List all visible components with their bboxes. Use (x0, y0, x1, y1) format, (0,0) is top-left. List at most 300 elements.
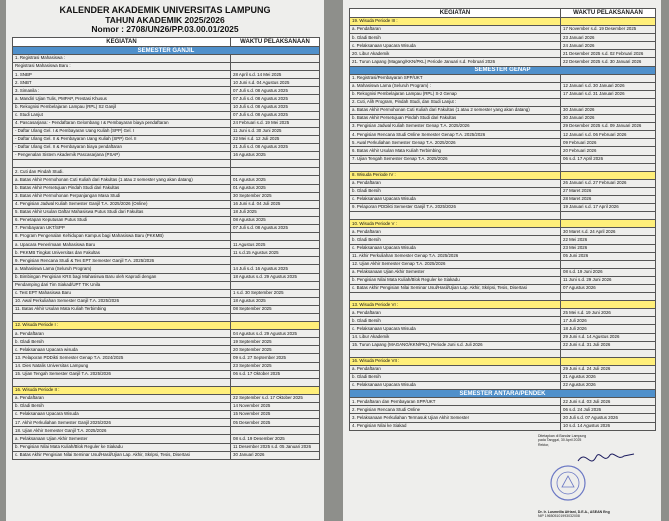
activity-cell: 18. Ujian Akhir Semester Ganjil T.A. 2025/2026 (13, 427, 231, 435)
activity-cell: 4. Pengisian Jadwal Kuliah Semester Ganjil T.A. 2025/2026 (Online) (13, 200, 231, 208)
activity-cell: - Pengenalan Sistem Akademik Pascasarjana (PSAP) (13, 152, 231, 160)
activity-cell: c. Pelaksanaan Upacara Wisuda (350, 382, 561, 390)
calendar-page-left (6, 0, 324, 521)
activity-cell: 17. Akhir Perkuliahan Semester Ganjil 2025/2026 (13, 419, 231, 427)
wisuda-period-row (13, 386, 320, 394)
schedule-cell (561, 18, 656, 26)
schedule-cell: 21 Desember 2025 s.d. 02 Februari 2026 (561, 50, 656, 58)
activity-cell: 4. Pascasarjana: - Pendaftaran Gelombang I & Pembayaran biaya pendaftaran (13, 119, 231, 127)
table-row (350, 187, 656, 195)
table-row (13, 305, 320, 313)
activity-cell (350, 163, 561, 171)
table-row (13, 257, 320, 265)
activity-cell: 21. Turun Lapang (Magang/KKN/PKL) Periode Januari s.d. Februari 2026 (350, 58, 561, 66)
signature-role: Rektor, (538, 442, 550, 447)
schedule-cell: 08 Agustus 2025 (231, 216, 320, 224)
table-row (13, 354, 320, 362)
activity-cell: c. Batas Akhir Pengisian Nilai Seminar Usul/Hasil/Ujian Lap. Akhir, Skripsi, Tesis, Disertasi (350, 285, 561, 293)
activity-cell: a. Pendaftaran (13, 330, 231, 338)
schedule-cell: 29 Juni s.d. 24 Juli 2026 (561, 365, 656, 373)
column-header-activity: KEGIATAN (13, 38, 231, 47)
activity-cell (13, 378, 231, 386)
activity-cell: a. Pendaftaran (350, 228, 561, 236)
schedule-cell (561, 212, 656, 220)
table-row (350, 422, 656, 430)
activity-cell: - Daftar Ulang Gel. II & Pembayaran Uang Kuliah (SPP) Gel. II (13, 135, 231, 143)
schedule-cell: 22 Mei s.d. 12 Juli 2025 (231, 135, 320, 143)
table-row (350, 195, 656, 203)
table-row (350, 276, 656, 284)
schedule-cell (561, 220, 656, 228)
schedule-cell: 19 Januari s.d. 17 April 2026 (561, 204, 656, 212)
table-row (13, 451, 320, 459)
schedule-cell: 11 Agustus 2025 (231, 241, 320, 249)
section-header-row (13, 47, 320, 55)
schedule-cell: 15 November 2025 (231, 411, 320, 419)
activity-cell: 7. Pembayaran UKT/SPP (13, 224, 231, 232)
table-row (13, 289, 320, 297)
document-number: Nomor : 2708/UN26/PP.03.00.01/2025 (91, 24, 239, 34)
table-row (350, 285, 656, 293)
signatory-nip: NIP 196505101993032008 (538, 514, 580, 519)
activity-cell: 11. Akhir Perkuliahan Semester Genap T.A. 2025/2026 (350, 252, 561, 260)
section-header-row (350, 66, 656, 74)
activity-cell: c. Batas Akhir Pengisian Nilai Seminar Usul/Hasil/Ujian Lap. Akhir, Skripsi, Tesis, Disertasi (13, 451, 231, 459)
schedule-cell: 18 Agustus 2025 (231, 297, 320, 305)
calendar-page-right (343, 0, 661, 521)
activity-cell: b. Gladi Bersih (13, 338, 231, 346)
activity-cell: - Daftar Ulang Gel. I & Pembayaran Uang Kuliah (SPP) Gel. I (13, 127, 231, 135)
table-row (350, 398, 656, 406)
schedule-cell: 26 Januari s.d. 27 Februari 2026 (561, 179, 656, 187)
activity-cell: 10. Wisuda Periode V : (350, 220, 561, 228)
activity-cell: a. Pelaksanaan Ujian Akhir Semester (13, 435, 231, 443)
table-row (350, 260, 656, 268)
wisuda-period-row (350, 171, 656, 179)
schedule-cell (231, 55, 320, 63)
schedule-cell (231, 160, 320, 168)
activity-cell: a. Mandiri Ujian Tulis, PMPAP, Prestasi Khusus (13, 95, 231, 103)
activity-cell: c. Pelaksanaan Upacara Wisuda (350, 244, 561, 252)
schedule-cell: 16 Juni s.d. 04 Juli 2025 (231, 200, 320, 208)
schedule-cell (561, 293, 656, 301)
activity-cell: c. Pelaksanaan Upacara Wisuda (13, 411, 231, 419)
schedule-cell: 14 November 2025 (231, 403, 320, 411)
schedule-cell: 20 Februari 2026 (561, 147, 656, 155)
table-row (350, 252, 656, 260)
table-row (13, 111, 320, 119)
schedule-cell: 28 Maret 2026 (561, 195, 656, 203)
schedule-cell: 06 s.d. 24 Juli 2026 (561, 406, 656, 414)
schedule-cell: 01 Agustus 2025 (231, 184, 320, 192)
activity-cell: a. Batas Akhir Permohonan Cuti Kuliah dari Fakultas (1 atau 2 semester yang akan datang) (350, 106, 561, 114)
table-row (350, 106, 656, 114)
activity-cell: a. Pendaftaran (350, 26, 561, 34)
signature-date: pada Tanggal, 30 April 2025 (538, 438, 582, 443)
schedule-cell: 22 Mei 2026 (561, 236, 656, 244)
schedule-cell: 20 September 2025 (231, 346, 320, 354)
table-row (350, 34, 656, 42)
table-row (13, 265, 320, 273)
activity-cell: a. Pendaftaran (350, 179, 561, 187)
table-row (350, 212, 656, 220)
activity-cell: a. Mahasiswa Lama (Seluruh Program) (13, 265, 231, 273)
activity-cell: 5. Awal Perkuliahan Semester Genap T.A. 2025/2026 (350, 139, 561, 147)
table-row (13, 119, 320, 127)
wisuda-period-row (350, 18, 656, 26)
schedule-cell: 04 Agustus s.d. 29 Agustus 2025 (231, 330, 320, 338)
document-header (6, 6, 324, 35)
schedule-cell: 12 Januari s.d. 06 Februari 2026 (561, 131, 656, 139)
table-row (350, 244, 656, 252)
activity-cell: a. Pendaftaran (13, 394, 231, 402)
calendar-table-left (12, 37, 320, 460)
table-row (350, 139, 656, 147)
table-row (13, 200, 320, 208)
schedule-cell (231, 314, 320, 322)
activity-cell: 13. Wisuda Periode VI : (350, 301, 561, 309)
table-row (350, 317, 656, 325)
activity-cell: a. Batas Akhir Permohonan Cuti Kuliah dari Fakultas (1 atau 2 semester yang akan datang) (13, 176, 231, 184)
table-row (13, 378, 320, 386)
schedule-cell (561, 98, 656, 106)
table-row (350, 163, 656, 171)
activity-cell: 14. Libur Akademik (350, 333, 561, 341)
activity-cell (350, 349, 561, 357)
activity-cell: a. Mahasiswa Lama (Seluruh Program) : (350, 82, 561, 90)
activity-cell: 1. Registrasi/Pembayaran SPP/UKT (350, 74, 561, 82)
activity-cell: Pendamping dari Tim Siakad/UPT TIK Unila (13, 281, 231, 289)
schedule-cell: 11 Juni s.d. 29 Juni 2026 (561, 276, 656, 284)
table-row (13, 403, 320, 411)
activity-cell: b. Bimbingan Pengisian KRS bagi Mahasiswa Baru oleh Kaprodi dengan (13, 273, 231, 281)
schedule-cell (231, 281, 320, 289)
activity-cell: 6. Penetapan Keputusan Putus Studi (13, 216, 231, 224)
schedule-cell (231, 322, 320, 330)
table-row (13, 103, 320, 111)
table-row (13, 224, 320, 232)
activity-cell: 1. Registrasi Mahasiswa : (13, 55, 231, 63)
table-row (350, 42, 656, 50)
schedule-cell: 30 Januari 2026 (561, 106, 656, 114)
schedule-cell: 10 Juli s.d. 08 Agustus 2025 (231, 103, 320, 111)
table-row (13, 241, 320, 249)
schedule-cell: 12 Januari s.d. 30 Januari 2026 (561, 82, 656, 90)
table-row (350, 90, 656, 98)
schedule-cell (561, 171, 656, 179)
schedule-cell (231, 427, 320, 435)
table-row (13, 370, 320, 378)
schedule-cell: 22 Desember 2025 s.d. 30 Januari 2026 (561, 58, 656, 66)
activity-cell: 9. Pengisian Rencana Studi & Tes EPT Semester Ganjil T.A. 2025/2026 (13, 257, 231, 265)
schedule-cell: 09 s.d. 27 September 2025 (231, 354, 320, 362)
table-row (13, 127, 320, 135)
activity-cell (350, 212, 561, 220)
table-row (13, 152, 320, 160)
schedule-cell: 17 Juli 2026 (561, 317, 656, 325)
schedule-cell (231, 168, 320, 176)
table-row (13, 95, 320, 103)
schedule-cell: 30 Januari 2026 (561, 115, 656, 123)
schedule-cell: 07 Juli s.d. 08 Agustus 2025 (231, 111, 320, 119)
wisuda-period-row (13, 322, 320, 330)
table-row (13, 168, 320, 176)
table-row (350, 406, 656, 414)
schedule-cell: 23 Januari 2026 (561, 34, 656, 42)
schedule-cell (231, 233, 320, 241)
table-row (13, 394, 320, 402)
table-row (13, 330, 320, 338)
schedule-cell: 18 Juli 2026 (561, 325, 656, 333)
table-row (13, 144, 320, 152)
table-row (350, 82, 656, 90)
activity-cell: b. Gladi Bersih (350, 236, 561, 244)
activity-cell: 2. Cuti, Alih Program, Pindah Studi, dan Studi Lanjut : (350, 98, 561, 106)
schedule-cell (561, 357, 656, 365)
table-row (13, 411, 320, 419)
schedule-cell: 16 Agustus 2025 (231, 152, 320, 160)
activity-cell: b. Batas Akhir Persetujuan Pindah Studi dari Fakultas (13, 184, 231, 192)
schedule-cell: 21 Juli s.d. 08 Agustus 2025 (231, 144, 320, 152)
table-row (13, 63, 320, 71)
activity-cell: 12. Wisuda Periode I : (13, 322, 231, 330)
wisuda-period-row (350, 220, 656, 228)
schedule-cell: 18 Agustus s.d. 29 Agustus 2025 (231, 273, 320, 281)
schedule-cell (231, 378, 320, 386)
schedule-cell: 22 Agustus 2026 (561, 382, 656, 390)
table-row (350, 58, 656, 66)
activity-cell: 4. Pengisian Nilai ke Siakad (350, 422, 561, 430)
schedule-cell: 25 Mei s.d. 19 Juni 2026 (561, 309, 656, 317)
table-row (13, 249, 320, 257)
stamp-and-signature (538, 447, 658, 505)
table-row (13, 71, 320, 79)
activity-cell: c. Test EPT Mahasiswa Baru (13, 289, 231, 297)
schedule-cell: 11 s.d.15 Agustus 2025 (231, 249, 320, 257)
wisuda-period-row (350, 301, 656, 309)
schedule-cell: 24 Januari 2026 (561, 42, 656, 50)
table-row (350, 74, 656, 82)
table-row (13, 87, 320, 95)
schedule-cell: 09 Februari 2026 (561, 139, 656, 147)
activity-cell: 16. Wisuda Periode VII : (350, 357, 561, 365)
schedule-cell: 01 Agustus 2025 (231, 176, 320, 184)
schedule-cell (231, 386, 320, 394)
activity-cell: 6. Batas Akhir Usulan Mata Kuliah Terbimbing (350, 147, 561, 155)
activity-cell: b. Gladi Bersih (350, 317, 561, 325)
activity-cell: 5. Batas Akhir Usulan Daftar Mahasiswa Putus Studi dari Fakultas (13, 208, 231, 216)
table-row (13, 443, 320, 451)
activity-cell: a. Pelaksanaan Ujian Akhir Semester (350, 268, 561, 276)
schedule-cell: 08 s.d. 19 Juni 2026 (561, 268, 656, 276)
activity-cell: c. Pelaksanaan Upacara Wisuda (350, 195, 561, 203)
activity-cell: 3. Pengisian Jadwal Kuliah Semester Genap T.A. 2025/2026 (350, 123, 561, 131)
activity-cell: c. Pelaksanaan Upacara wisuda (13, 346, 231, 354)
table-row (13, 233, 320, 241)
activity-cell: 3. Batas Akhir Permohonan Perpanjangan Masa Studi (13, 192, 231, 200)
schedule-cell (561, 163, 656, 171)
schedule-cell: 22 Juni s.d. 03 Juli 2026 (561, 398, 656, 406)
schedule-cell: 22 September s.d. 17 Oktober 2025 (231, 394, 320, 402)
table-row (350, 115, 656, 123)
activity-cell: 1. Pendaftaran dan Pembayaran SPP/UKT (350, 398, 561, 406)
activity-cell: 10. Awal Perkuliahan Semester Ganjil T.A. 2025/2026 (13, 297, 231, 305)
table-row (350, 382, 656, 390)
activity-cell: 4. Pengisian Rencana Studi Online Semester Genap T.A. 2025/2026 (350, 131, 561, 139)
table-row (350, 98, 656, 106)
schedule-cell: 1 s.d. 30 September 2025 (231, 289, 320, 297)
activity-cell: 20. Libur Akademik (350, 50, 561, 58)
table-row (13, 281, 320, 289)
table-row (350, 228, 656, 236)
activity-cell: - Daftar Ulang Gel. II & Pembayaran biaya pendaftaran (13, 144, 231, 152)
table-row (350, 236, 656, 244)
activity-cell: 16. Wisuda Periode II : (13, 386, 231, 394)
table-row (350, 123, 656, 131)
schedule-cell: 11 Desember 2025 s.d. 05 Januari 2026 (231, 443, 320, 451)
activity-cell: b. Pengisian Nilai Mata Kuliah/Blok Reguler ke Siakadu (350, 276, 561, 284)
activity-cell: b. Rekognisi Pembelajaran Lampau (RPL) S2 Ganjil (13, 103, 231, 111)
schedule-cell: 17 November s.d. 19 Desember 2025 (561, 26, 656, 34)
activity-cell: 15. Turun Lapang (MAGANG/KKN/PKL) Periode Juni s.d. Juli 2026 (350, 341, 561, 349)
table-row (350, 349, 656, 357)
activity-cell: 2. SNBT (13, 79, 231, 87)
column-header-time: WAKTU PELAKSANAAN (561, 9, 656, 18)
table-row (350, 268, 656, 276)
schedule-cell: 21 Agustus 2026 (561, 374, 656, 382)
schedule-cell: 19 September 2025 (231, 338, 320, 346)
activity-cell: b. Gladi Bersih (350, 374, 561, 382)
section-title: SEMESTER GENAP (350, 66, 656, 74)
schedule-cell: 06 s.d. 17 Oktober 2025 (231, 370, 320, 378)
schedule-cell: 07 Juli s.d. 08 Agustus 2025 (231, 224, 320, 232)
table-row (350, 147, 656, 155)
activity-cell: 3. Pelaksanaan Perkuliahan Termasuk Ujian Akhir Semester (350, 414, 561, 422)
schedule-cell: 30 Januari 2026 (231, 451, 320, 459)
schedule-cell: 23 September 2025 (231, 362, 320, 370)
schedule-cell: 07 Agustus 2026 (561, 285, 656, 293)
activity-cell: b. Gladi Bersih (13, 403, 231, 411)
schedule-cell: 14 Juli s.d. 16 Agustus 2025 (231, 265, 320, 273)
schedule-cell (561, 74, 656, 82)
activity-cell: c. Pelaksanaan Upacara Wisuda (350, 325, 561, 333)
table-row (350, 333, 656, 341)
table-row (350, 155, 656, 163)
activity-cell: 15. Ujian Tengah Semester Ganjil T.A. 2025/2026 (13, 370, 231, 378)
table-row (350, 26, 656, 34)
document-title: KALENDER AKADEMIK UNIVERSITAS LAMPUNG (59, 5, 271, 15)
schedule-cell (561, 349, 656, 357)
column-header-time: WAKTU PELAKSANAAN (231, 38, 320, 47)
activity-cell: 7. Ujian Tengah Semester Genap T.A. 2025/2026 (350, 155, 561, 163)
table-row (13, 362, 320, 370)
activity-cell: b. Pengisian Nilai Mata Kuliah/Blok Reguler ke Siakadu (13, 443, 231, 451)
table-row (350, 414, 656, 422)
activity-cell: 9. Pelaporan PDDikti Semester Ganjil T.A. 2025/2026 (350, 204, 561, 212)
table-row (13, 176, 320, 184)
activity-cell: b. PKKMB Tingkat Universitas dan Fakultas (13, 249, 231, 257)
schedule-cell: 10 Juni s.d. 04 Agustus 2025 (231, 79, 320, 87)
table-row (350, 309, 656, 317)
table-row (350, 204, 656, 212)
schedule-cell: 30 September 2025 (231, 192, 320, 200)
table-row (13, 273, 320, 281)
schedule-cell: 06 s.d. 17 April 2026 (561, 155, 656, 163)
activity-cell (13, 314, 231, 322)
table-row (13, 297, 320, 305)
handwritten-signature (578, 454, 634, 461)
table-row (350, 179, 656, 187)
table-row (13, 160, 320, 168)
schedule-cell (231, 63, 320, 71)
activity-cell: 8. Program Pengenalan Kehidupan Kampus bagi Mahasiswa Baru (PKKMB) (13, 233, 231, 241)
activity-cell: a. Pendaftaran (350, 365, 561, 373)
activity-cell: 13. Pelaporan PDDikti Semester Genap T.A. 2024/2025 (13, 354, 231, 362)
activity-cell: b. Batas Akhir Persetujuan Pindah Studi dari Fakultas (350, 115, 561, 123)
schedule-cell: 24 Februari s.d. 19 Mei 2025 (231, 119, 320, 127)
activity-cell: 14. Dies Natalis Universitas Lampung (13, 362, 231, 370)
schedule-cell: 17 Januari s.d. 31 Januari 2026 (561, 90, 656, 98)
table-row (13, 427, 320, 435)
table-header-row (13, 38, 320, 47)
table-row (13, 314, 320, 322)
activity-cell: b. Gladi Bersih (350, 187, 561, 195)
table-row (350, 50, 656, 58)
schedule-cell: 05 Desember 2025 (231, 419, 320, 427)
table-row (13, 435, 320, 443)
table-row (13, 135, 320, 143)
schedule-cell: 08 September 2025 (231, 305, 320, 313)
table-row (13, 216, 320, 224)
schedule-cell (231, 257, 320, 265)
schedule-cell: 18 Juli 2025 (231, 208, 320, 216)
activity-cell: 1. SNBP (13, 71, 231, 79)
calendar-table-right (349, 8, 656, 431)
schedule-cell: 29 Juni s.d. 14 Agustus 2026 (561, 333, 656, 341)
schedule-cell: 23 Mei 2026 (561, 244, 656, 252)
activity-cell: 2. Cuti dan Pindah Studi. (13, 168, 231, 176)
activity-cell: c. Pelaksanaan Upacara Wisuda (350, 42, 561, 50)
table-row (350, 131, 656, 139)
activity-cell: a. Pendaftaran (350, 309, 561, 317)
activity-cell: 8. Wisuda Periode IV : (350, 171, 561, 179)
table-row (13, 192, 320, 200)
activity-cell: 2. Pengisian Rencana Studi Online (350, 406, 561, 414)
activity-cell: b. Gladi Bersih (350, 34, 561, 42)
activity-cell: 11. Batas Akhir Usulan Mata Kuliah Terbimbing (13, 305, 231, 313)
table-row (350, 365, 656, 373)
table-row (13, 346, 320, 354)
table-row (13, 184, 320, 192)
table-row (350, 341, 656, 349)
activity-cell: 19. Wisuda Periode III : (350, 18, 561, 26)
activity-cell: 12. Ujian Akhir Semester Genap T.A. 2025/2026 (350, 260, 561, 268)
section-title: SEMESTER GANJIL (13, 47, 320, 55)
table-row (13, 79, 320, 87)
schedule-cell (561, 260, 656, 268)
column-header-activity: KEGIATAN (350, 9, 561, 18)
table-header-row (350, 9, 656, 18)
signature-block (538, 434, 658, 518)
table-row (350, 374, 656, 382)
schedule-cell: 28 April s.d. 14 Mei 2025 (231, 71, 320, 79)
table-row (350, 293, 656, 301)
table-row (13, 55, 320, 63)
academic-year: TAHUN AKADEMIK 2025/2026 (105, 14, 225, 25)
schedule-cell: 29 Desember 2025 s.d. 09 Januari 2026 (561, 123, 656, 131)
activity-cell (13, 160, 231, 168)
schedule-cell (561, 301, 656, 309)
